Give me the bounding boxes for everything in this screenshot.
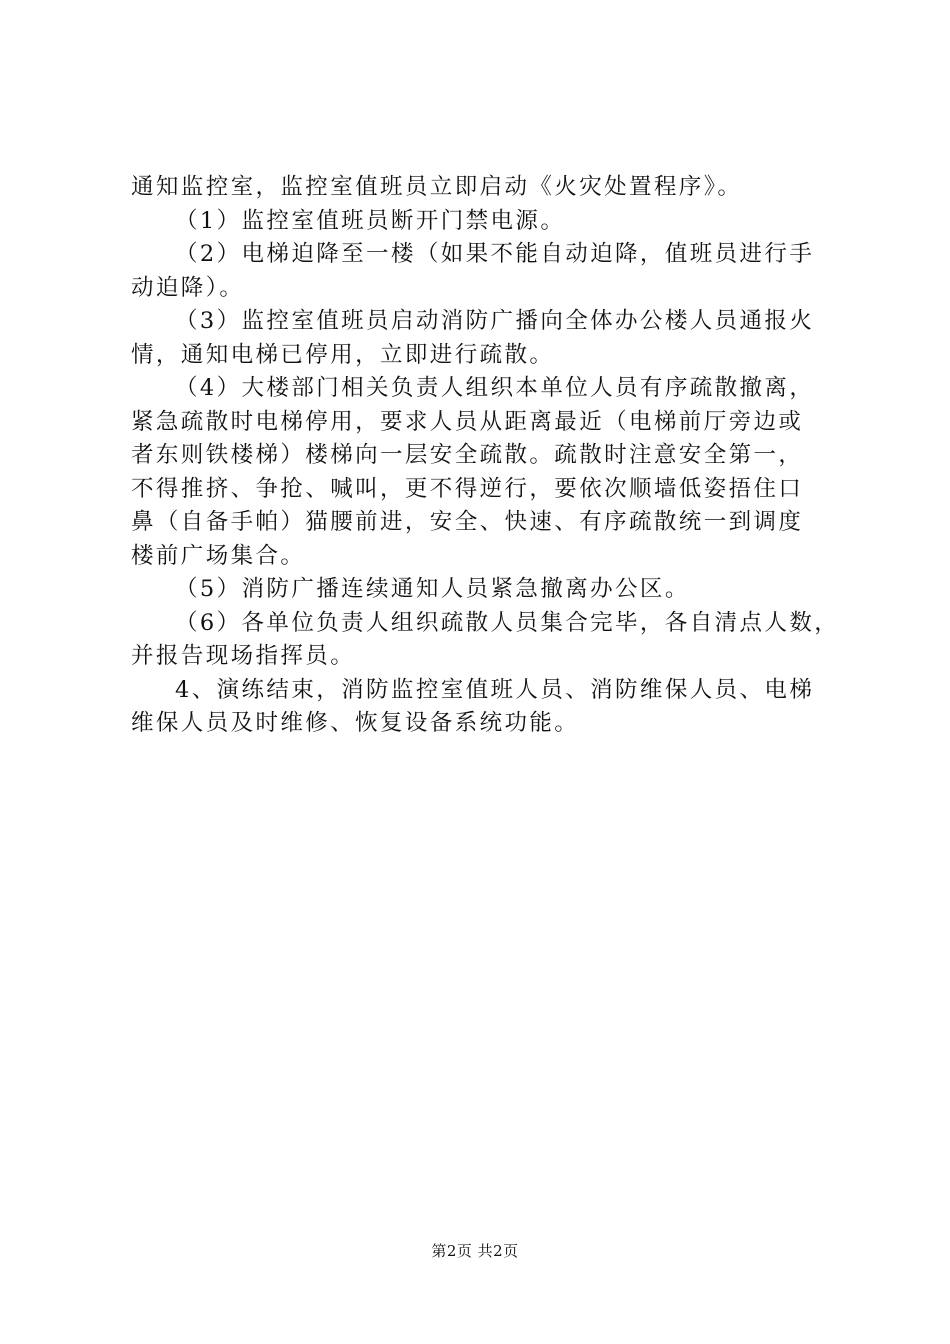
text-line: （3）监控室值班员启动消防广播向全体办公楼人员通报火 — [175, 308, 815, 334]
text-line: 者东则铁楼梯）楼梯向一层安全疏散。疏散时注意安全第一， — [131, 442, 804, 468]
text-line: 4、演练结束，消防监控室值班人员、消防维保人员、电梯 — [175, 676, 815, 703]
text-line: （6）各单位负责人组织疏散人员集合完毕，各自清点人数， — [175, 609, 840, 636]
text-line: （5）消防广播连续通知人员紧急撤离办公区。 — [175, 576, 690, 602]
text-line: 紧急疏散时电梯停用，要求人员从距离最近（电梯前厅旁边或 — [131, 408, 804, 435]
page-number-footer: 第2页 共2页 — [431, 1242, 519, 1260]
text-line: 通知监控室，监控室值班员立即启动《火灾处置程序》。 — [131, 174, 743, 200]
text-line: 楼前广场集合。 — [131, 542, 306, 569]
text-line: （2）电梯迫降至一楼（如果不能自动迫降，值班员进行手 — [175, 241, 815, 267]
text-line: 并报告现场指挥员。 — [131, 643, 356, 669]
text-line: （1）监控室值班员断开门禁电源。 — [175, 207, 566, 234]
text-line: （4）大楼部门相关负责人组织本单位人员有序疏散撤离， — [175, 375, 815, 401]
text-line: 不得推挤、争抢、喊叫，更不得逆行，要依次顺墙低姿捂住口 — [131, 475, 804, 502]
text-line: 动迫降）。 — [131, 274, 245, 301]
text-line: 鼻（自备手帕）猫腰前进，安全、快速、有序疏散统一到调度 — [131, 509, 804, 535]
document-body — [131, 171, 841, 741]
text-line: 情，通知电梯已停用，立即进行疏散。 — [131, 341, 555, 368]
text-line: 维保人员及时维修、恢复设备系统功能。 — [131, 710, 580, 736]
